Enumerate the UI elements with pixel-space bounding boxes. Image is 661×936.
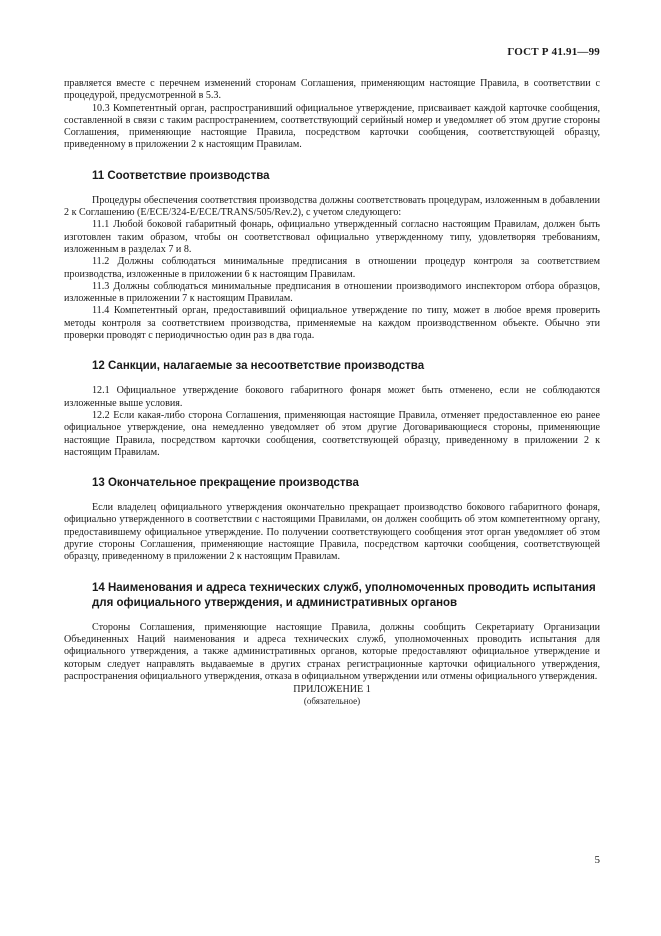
section-11-paragraph: 11.3 Должны соблюдаться минимальные предписания в отношении производимого инспектором отбора образцов, изложенные в приложении 7 к настоящим Правилам. [64, 280, 600, 305]
section-14-heading: 14 Наименования и адреса технических служб, уполномоченных проводить испытания для официального утверждения, и административных органов [92, 581, 596, 609]
page-number: 5 [594, 854, 600, 866]
document-body [64, 78, 600, 707]
annex-label [64, 684, 600, 707]
section-12-paragraph: 12.1 Официальное утверждение бокового габаритного фонаря может быть отменено, если не соблюдаются изложенные выше условия. [64, 385, 600, 409]
section-14-paragraph: Стороны Соглашения, применяющие настоящие Правила, должны сообщить Секретариату Организации Объединенных Наций наименования и адреса технических служб, уполномоченных проводить испытания для официального утверждения, а также административных органов, которые предоставляют официальное утверждение и которым следует направлять выдаваемые в других странах регистрационные карточки официального утверждения, распространения официального утверждения, отказа в официальном утверждении или отмены официального утверждения. [64, 621, 600, 682]
section-11-paragraph: 11.2 Должны соблюдаться минимальные предписания в отношении процедур контроля за соответствием производства, изложенные в приложении 6 к настоящим Правилам. [64, 256, 600, 280]
section-11-paragraph: Процедуры обеспечения соответствия производства должны соответствовать процедурам, изложенным в добавлении 2 к Соглашению (E/ECE/324-E/ECE/TRANS/505/Rev.2), с учетом следующего: [64, 194, 600, 219]
section-13-paragraph: Если владелец официального утверждения окончательно прекращает производство бокового габаритного фонаря, официально утвержденного в соответствии с настоящими Правилами, он должен сообщить об этом компетентному органу, предоставившему официальное утверждение. По получении соответствующего сообщения этот орган уведомляет об этом другие стороны Соглашения, применяющие настоящие Правила, посредством карточки сообщения, соответствующей образцу, приведенному в приложении 2 к настоящим Правилам. [64, 502, 600, 563]
section-13-heading: 13 Окончательное прекращение производства [92, 477, 359, 490]
section-11-heading: 11 Соответствие производства [92, 169, 270, 182]
paragraph-continued: правляется вместе с перечнем изменений сторонам Соглашения, применяющим настоящие Правила, в соответствии с процедурой, предусмотренной в 5.3. [64, 78, 600, 102]
annex-title: ПРИЛОЖЕНИЕ 1 [293, 684, 371, 696]
section-11-paragraph: 11.4 Компетентный орган, предоставивший официальное утверждение по типу, может в любое время проверить методы контроля за соответствием производства, применяемые на каждом производственном объекте. Обычно эти проверки проводят с периодичностью один раз в два года. [64, 305, 600, 342]
section-12-paragraph: 12.2 Если какая-либо сторона Соглашения, применяющая настоящие Правила, отменяет предоставленное ею ранее официальное утверждение, она немедленно уведомляет об этом другие Договаривающиеся стороны, применяющие настоящие Правила, посредством карточки сообщения, соответствующей образцу, приведенному в приложении 2 к настоящим Правилам. [64, 409, 600, 458]
document-header: ГОСТ Р 41.91—99 [507, 46, 600, 58]
section-12-heading: 12 Санкции, налагаемые за несоответствие производства [92, 360, 425, 373]
section-11-paragraph: 11.1 Любой боковой габаритный фонарь, официально утвержденный согласно настоящим Правилам, должен быть изготовлен таким образом, чтобы он соответствовал официально утвержденному типу, удовлетворяя требованиям, изложенным в разделах 7 и 8. [64, 219, 600, 255]
annex-subtitle: (обязательное) [303, 695, 361, 706]
paragraph-10-3: 10.3 Компетентный орган, распространивший официальное утверждение, присваивает каждой карточке сообщения, составленной в связи с таким распространением, соответствующий серийный номер и уведомляет об этом другие стороны Соглашения, применяющие настоящие Правила, посредством карточки сообщения, соответствующей образцу, приведенному в приложении 2 к настоящим Правилам. [64, 102, 600, 151]
